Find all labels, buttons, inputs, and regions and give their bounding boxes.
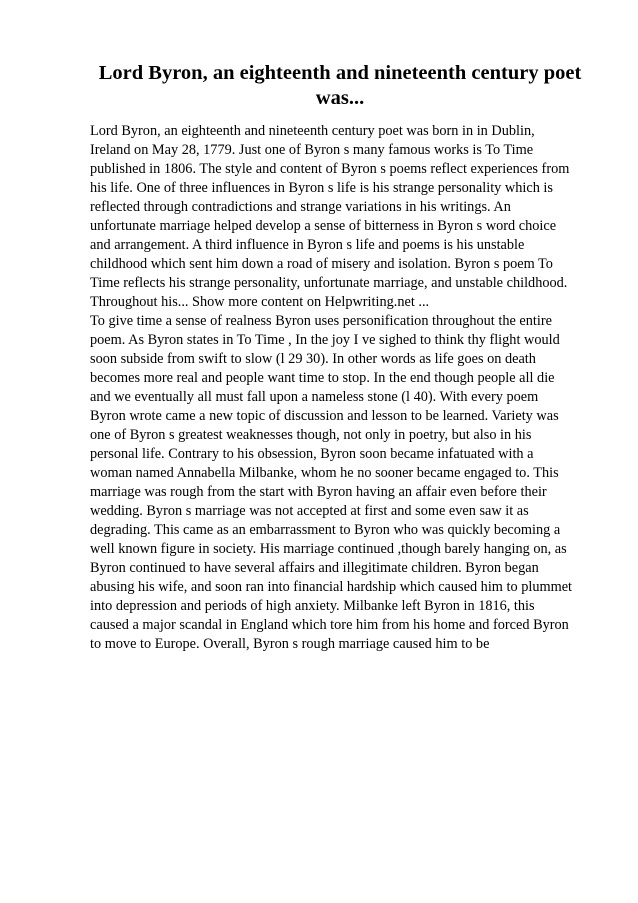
text-line: childhood which sent him down a road of misery and isolation. Byron s poem To [90, 256, 553, 272]
title-line: Lord Byron, an eighteenth and nineteenth century poet [98, 62, 582, 84]
text-line: to move to Europe. Overall, Byron s rough marriage caused him to be [90, 636, 490, 652]
text-line: poem. As Byron states in To Time , In the joy I ve sighed to think thy flight would [90, 332, 560, 348]
text-line: Ireland on May 28, 1779. Just one of Byron s many famous works is To Time [90, 142, 534, 158]
text-line: abusing his wife, and soon ran into financial hardship which caused him to plummet [90, 579, 573, 595]
text-line: Byron wrote came a new topic of discussion and lesson to be learned. Variety was [90, 408, 559, 424]
text-line: woman named Annabella Milbanke, whom he no sooner became engaged to. This [90, 465, 559, 481]
title-line: was... [315, 87, 365, 109]
text-line: one of Byron s greatest weaknesses though, not only in poetry, but also in his [90, 427, 532, 443]
text-line: Time reflects his strange personality, unfortunate marriage, and unstable childhood. [90, 275, 568, 291]
text-line: his life. One of three influences in Byron s life is his strange personality which is [90, 180, 553, 196]
text-line: into depression and periods of high anxiety. Milbanke left Byron in 1816, this [90, 598, 535, 614]
text-line: well known figure in society. His marriage continued ,though barely hanging on, as [90, 541, 567, 557]
page-title [90, 61, 590, 111]
text-line: caused a major scandal in England which tore him from his home and forced Byron [90, 617, 569, 633]
text-line: Lord Byron, an eighteenth and nineteenth century poet was born in in Dublin, [90, 123, 535, 139]
text-line: unfortunate marriage helped develop a sense of bitterness in Byron s word choice [90, 218, 557, 234]
text-line: To give time a sense of realness Byron uses personification throughout the entire [90, 313, 552, 329]
text-line: reflected through contradictions and strange variations in his writings. An [90, 199, 511, 215]
body-text [90, 122, 610, 654]
text-line: and we eventually all must fall upon a nameless stone (l 40). With every poem [90, 389, 539, 405]
text-line: Throughout his... Show more content on Helpwriting.net ... [90, 294, 430, 310]
text-line: wedding. Byron s marriage was not accepted at first and some even saw it as [90, 503, 529, 519]
text-line: personal life. Contrary to his obsession, Byron soon became infatuated with a [90, 446, 534, 462]
text-line: marriage was rough from the start with Byron having an affair even before their [90, 484, 547, 500]
text-line: becomes more real and people want time to stop. In the end though people all die [90, 370, 555, 386]
text-line: Byron continued to have several affairs and illegitimate children. Byron began [90, 560, 539, 576]
text-line: soon subside from swift to slow (l 29 30). In other words as life goes on death [90, 351, 536, 367]
text-line: degrading. This came as an embarrassment to Byron who was quickly becoming a [90, 522, 561, 538]
text-line: and arrangement. A third influence in Byron s life and poems is his unstable [90, 237, 525, 253]
text-line: published in 1806. The style and content of Byron s poems reflect experiences from [90, 161, 570, 177]
